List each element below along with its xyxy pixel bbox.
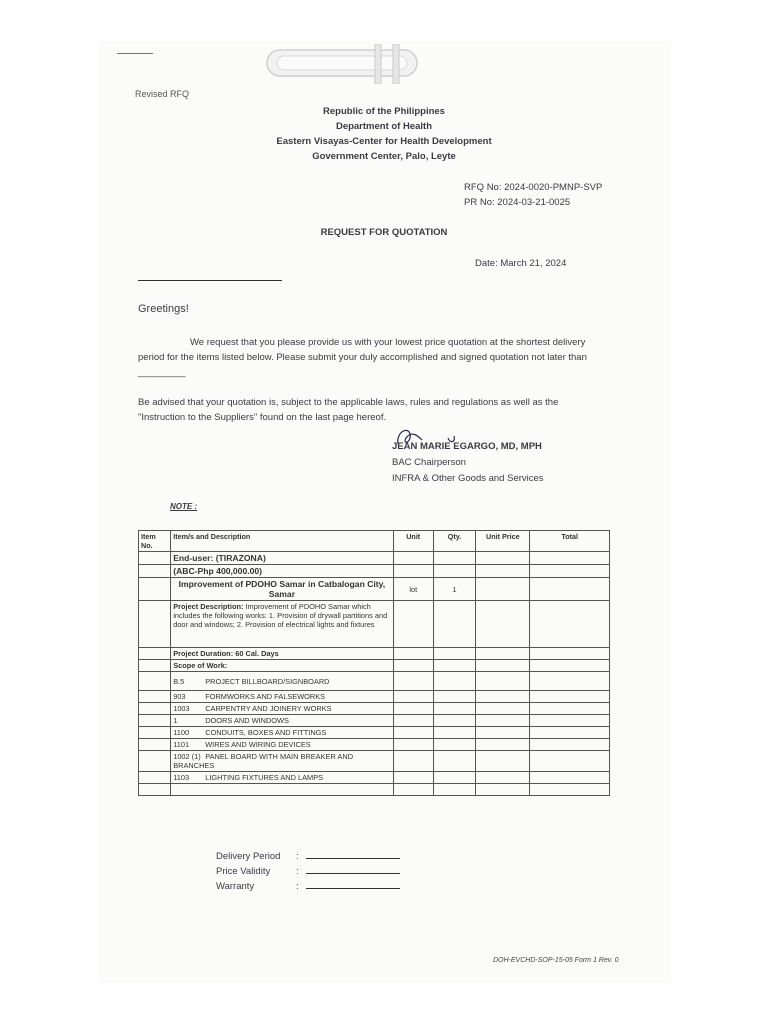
- form-code: DOH-EVCHD-SOP-15-05 Form 1 Rev. 0: [493, 957, 619, 964]
- table-row: [139, 672, 610, 691]
- project-title: Improvement of PDOHO Samar in Catbalogan City, Samar: [171, 578, 393, 601]
- table-row: [139, 784, 610, 796]
- scope-item: 903 FORMWORKS AND FALSEWORKS: [171, 691, 393, 703]
- end-user: End-user: (TIRAZONA): [171, 552, 393, 565]
- price-validity-field[interactable]: [306, 863, 400, 874]
- table-row: [139, 703, 610, 715]
- table-row: [139, 565, 610, 578]
- revised-label: Revised RFQ: [135, 89, 190, 99]
- scope-item: 1 DOORS AND WINDOWS: [171, 715, 393, 727]
- table-row: [139, 578, 610, 601]
- description-label: Project Description:: [173, 602, 244, 611]
- project-duration: Project Duration: 60 Cal. Days: [171, 648, 393, 660]
- top-left-mark: [117, 53, 153, 54]
- price-validity-row: Price Validity :: [216, 863, 400, 877]
- pr-number: PR No: 2024-03-21-0025: [464, 197, 571, 208]
- table-row: [139, 648, 610, 660]
- table-row: [139, 772, 610, 784]
- scope-item: 1103 LIGHTING FIXTURES AND LAMPS: [171, 772, 393, 784]
- table-row: [139, 751, 610, 772]
- note-label: NOTE :: [170, 502, 198, 511]
- table-header-row: [139, 531, 610, 552]
- abc-amount: (ABC-Php 400,000.00): [171, 565, 393, 578]
- signatory-position: BAC Chairperson: [392, 457, 466, 468]
- scope-item: 1002 (1) PANEL BOARD WITH MAIN BREAKER AND BRANCHES: [171, 751, 393, 772]
- col-total: Total: [530, 531, 610, 552]
- scope-label: Scope of Work:: [171, 660, 393, 672]
- header-line-1: Republic of the Philippines: [323, 106, 445, 117]
- header-line-4: Government Center, Palo, Leyte: [312, 151, 456, 162]
- warranty-row: Warranty :: [216, 878, 400, 892]
- delivery-period-field[interactable]: [306, 848, 400, 859]
- table-row: [139, 660, 610, 672]
- table-row: [139, 727, 610, 739]
- header-line-3: Eastern Visayas-Center for Health Development: [276, 136, 492, 147]
- table-row: [139, 715, 610, 727]
- rfq-number: RFQ No: 2024-0020-PMNP-SVP: [464, 182, 603, 193]
- col-unit-price: Unit Price: [476, 531, 530, 552]
- table-row: [139, 552, 610, 565]
- paper-clip-icon: [263, 44, 423, 84]
- addressee-line: [138, 280, 282, 281]
- scope-item: 1101 WIRES AND WIRING DEVICES: [171, 739, 393, 751]
- signatory-unit: INFRA & Other Goods and Services: [392, 473, 544, 484]
- scope-item: 1100 CONDUITS, BOXES AND FITTINGS: [171, 727, 393, 739]
- unit-value: lot: [393, 578, 433, 601]
- signatory-name: JEAN MARIE EGARGO, MD, MPH: [392, 441, 542, 452]
- col-description: Item/s and Description: [171, 531, 393, 552]
- scope-item: 1003 CARPENTRY AND JOINERY WORKS: [171, 703, 393, 715]
- items-table: [138, 530, 610, 796]
- delivery-period-row: Delivery Period :: [216, 848, 400, 862]
- table-row: [139, 601, 610, 648]
- warranty-field[interactable]: [306, 878, 400, 889]
- description-text: Improvement of PDOHO Samar which includes the following works: 1. Provision of drywall partitions and door and windows; 2. Provision of electrical lights and fixtures: [173, 602, 388, 629]
- document-title: REQUEST FOR QUOTATION: [320, 227, 448, 238]
- header-line-2: Department of Health: [335, 121, 433, 132]
- qty-value: 1: [433, 578, 475, 601]
- table-row: [139, 691, 610, 703]
- date-line: Date: March 21, 2024: [475, 258, 567, 269]
- table-row: [139, 739, 610, 751]
- advisory-paragraph: Be advised that your quotation is, subject to the applicable laws, rules and regulations as well as the "Instruction to the Suppliers" found on the last page hereof.: [138, 397, 559, 423]
- greeting: Greetings!: [138, 303, 189, 315]
- request-paragraph: We request that you please provide us with your lowest price quotation at the shortest delivery period for the items listed below. Please submit your duly accomplished and signed quotation not later than _________: [138, 337, 587, 378]
- col-qty: Qty.: [433, 531, 475, 552]
- col-unit: Unit: [393, 531, 433, 552]
- scope-item: B.5 PROJECT BILLBOARD/SIGNBOARD: [171, 672, 393, 691]
- col-item-no: Item No.: [139, 531, 171, 552]
